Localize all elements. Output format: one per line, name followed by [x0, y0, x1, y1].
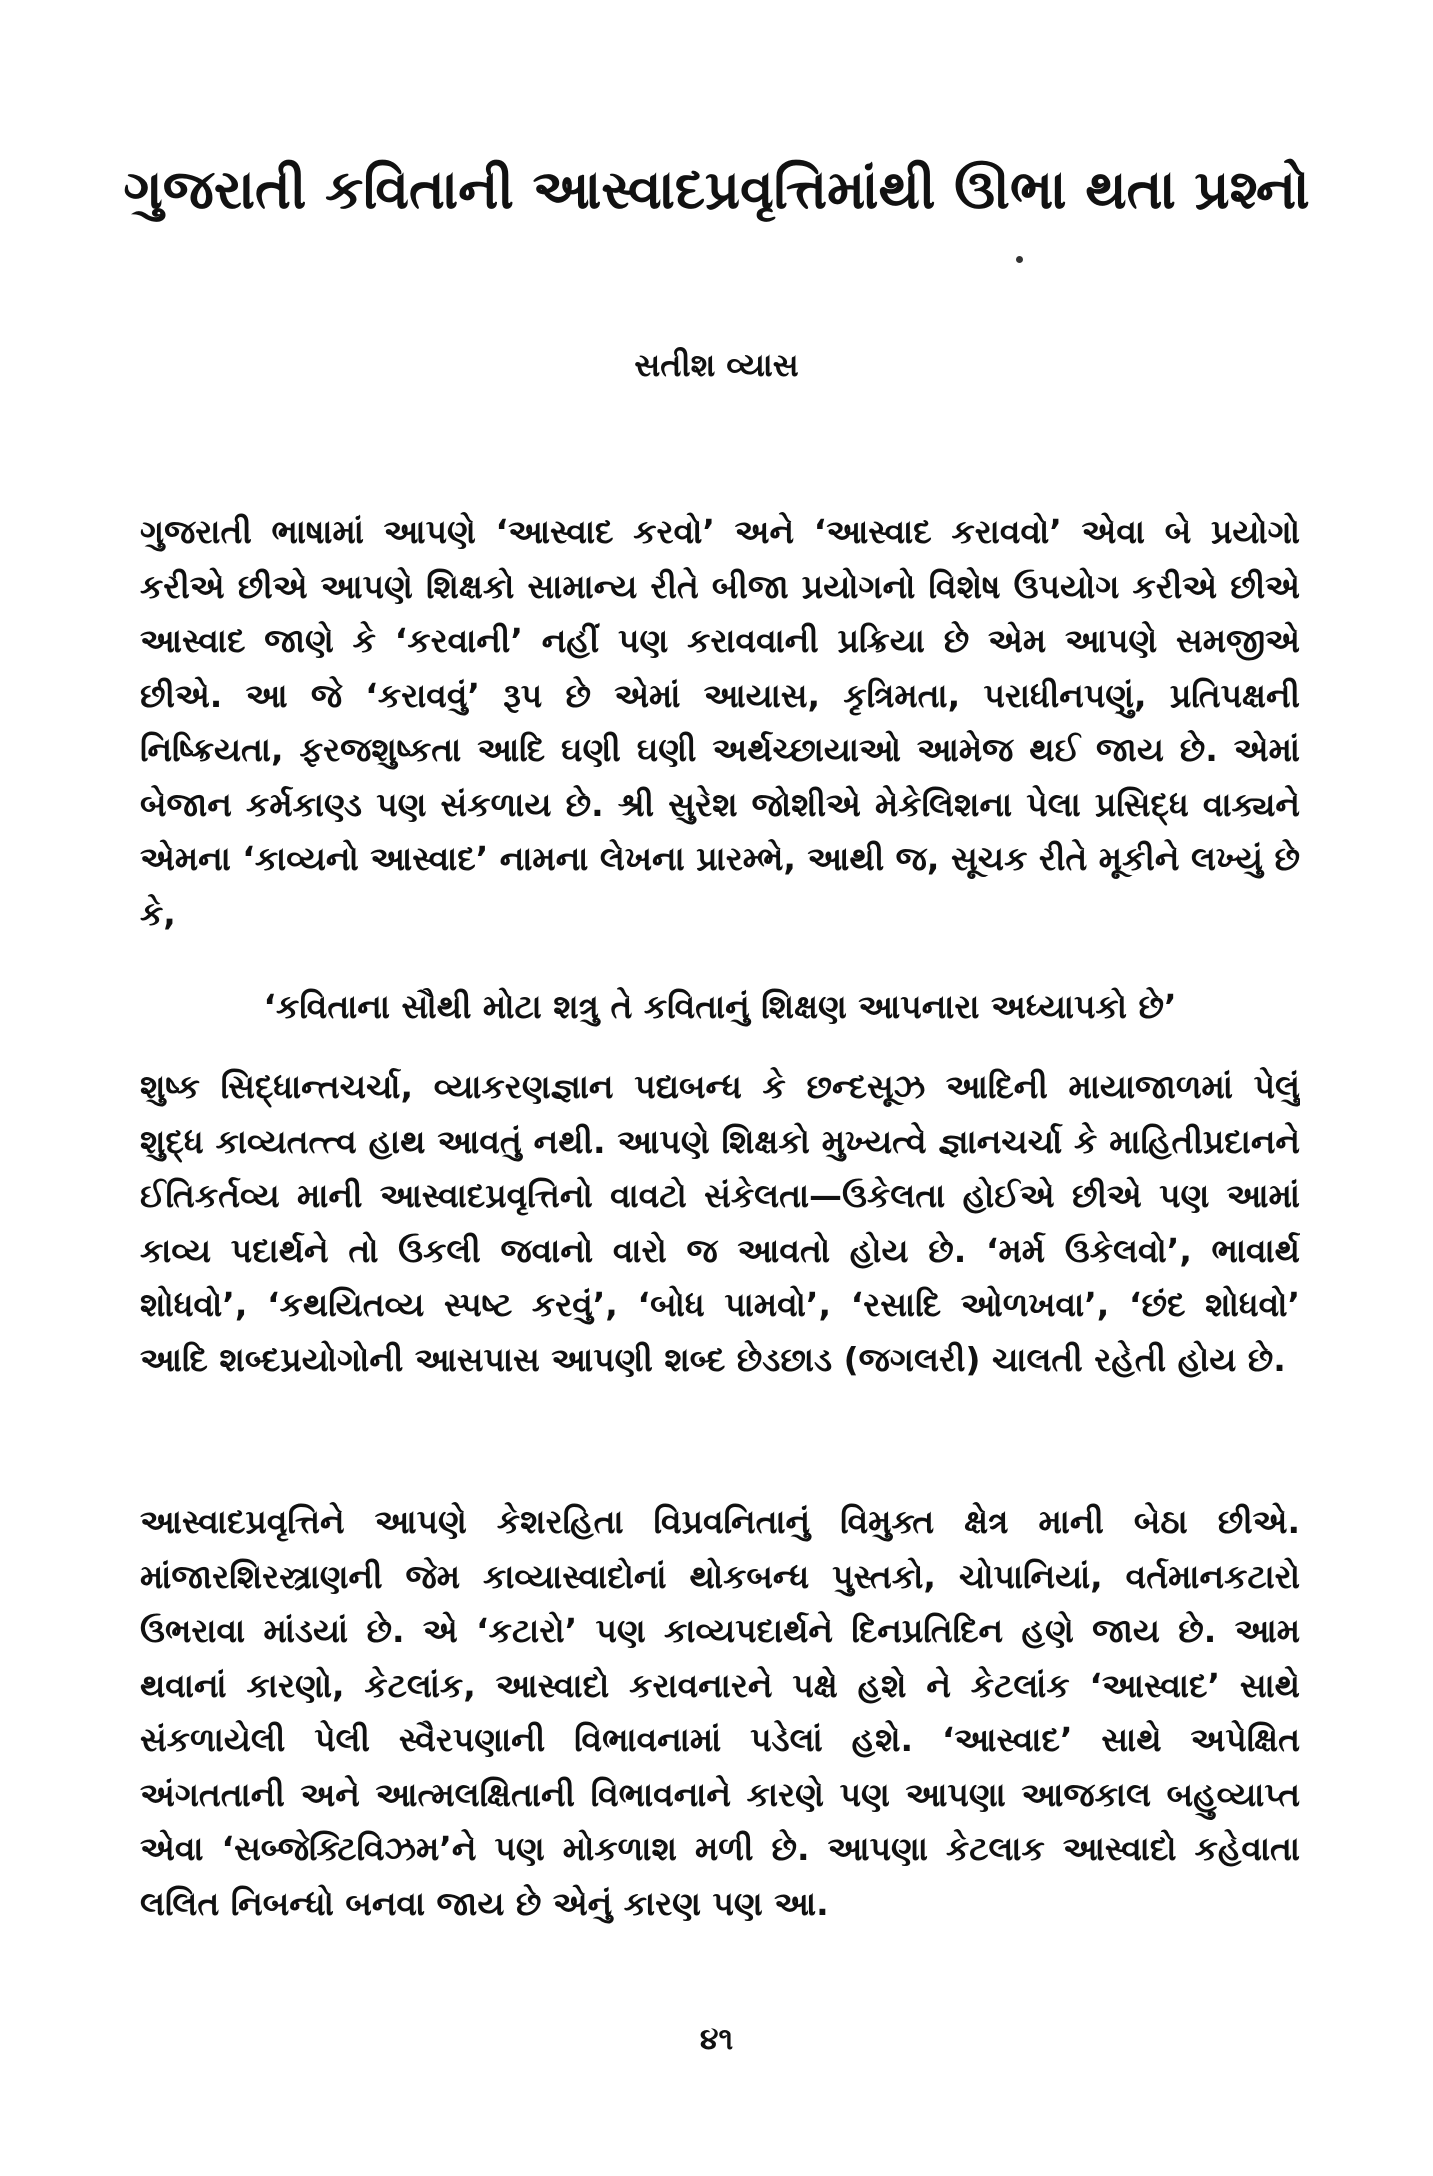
page-title: ગુજરાતી કવિતાની આસ્વાદપ્રવૃત્તિમાંથી ઊભા થતા પ્રશ્નો — [123, 158, 1310, 221]
quotation: ‘કવિતાના સૌથી મોટા શત્રુ તે કવિતાનું શિક્ષણ આપનારા અધ્યાપકો છે’ — [263, 987, 1177, 1026]
author-name: સતીશ વ્યાસ — [634, 346, 799, 384]
print-speck — [1016, 256, 1023, 263]
paragraph-2: શુષ્ક સિદ્ધાન્તચર્ચા, વ્યાકરણજ્ઞાન પદ્યબન્ધ કે છન્દસૂઝ આદિની માયાજાળમાં પેલું શુદ્ધ કાવ્યતત્ત્વ હાથ આવતું નથી. આપણે શિક્ષકો મુખ્યત્વે જ્ઞાનચર્ચા કે માહિતીપ્રદાનને ઈતિકર્તવ્ય માની આસ્વાદપ્રવૃત્તિનો વાવટો સંકેલતા—ઉકેલતા હોઈએ છીએ પણ આમાં કાવ્ય પદાર્થને તો ઉકલી જવાનો વારો જ આવતો હોય છે. ‘મર્મ ઉકેલવો’, ભાવાર્થ શોધવો’, ‘કથયિતવ્ય સ્પષ્ટ કરવું’, ‘બોધ પામવો’, ‘રસાદિ ઓળખવા’, ‘છંદ શોધવો’ આદિ શબ્દપ્રયોગોની આસપાસ આપણી શબ્દ છેડછાડ (જગલરી) ચાલતી રહેતી હોય છે. — [140, 1067, 1300, 1379]
page-number: ૪૧ — [699, 2022, 734, 2057]
paragraph-3: આસ્વાદપ્રવૃત્તિને આપણે કેશરહિતા વિપ્રવનિતાનું વિમુક્ત ક્ષેત્ર માની બેઠા છીએ. માંજારશિરસ્ત્રાણની જેમ કાવ્યાસ્વાદોનાં થોકબન્ધ પુસ્તકો, ચોપાનિયાં, વર્તમાનકટારો ઉભરાવા માંડયાં છે. એ ‘કટારો’ પણ કાવ્યપદાર્થને દિનપ્રતિદિન હણે જાય છે. આમ થવાનાં કારણો, કેટલાંક, આસ્વાદો કરાવનારને પક્ષે હશે ને કેટલાંક ‘આસ્વાદ’ સાથે સંકળાયેલી પેલી સ્વૈરપણાની વિભાવનામાં પડેલાં હશે. ‘આસ્વાદ’ સાથે અપેક્ષિત અંગતતાની અને આત્મલક્ષિતાની વિભાવનાને કારણે પણ આપણા આજકાલ બહુવ્યાપ્ત એવા ‘સબ્જેક્ટિવિઝમ’ને પણ મોકળાશ મળી છે. આપણા કેટલાક આસ્વાદો કહેવાતા લલિત નિબન્ધો બનવા જાય છે એનું કારણ પણ આ. — [140, 1502, 1300, 1923]
paragraph-1: ગુજરાતી ભાષામાં આપણે ‘આસ્વાદ કરવો’ અને ‘આસ્વાદ કરાવવો’ એવા બે પ્રયોગો કરીએ છીએ આપણે શિક્ષકો સામાન્ય રીતે બીજા પ્રયોગનો વિશેષ ઉપયોગ કરીએ છીએ આસ્વાદ જાણે કે ‘કરવાની’ નહીં પણ કરાવવાની પ્રક્રિયા છે એમ આપણે સમજીએ છીએ. આ જે ‘કરાવવું’ રૂપ છે એમાં આયાસ, કૃત્રિમતા, પરાધીનપણું, પ્રતિપક્ષની નિષ્ક્રિયતા, ફરજશુષ્કતા આદિ ઘણી ઘણી અર્થચ્છાયાઓ આમેજ થઈ જાય છે. એમાં બેજાન કર્મકાણ્ડ પણ સંકળાય છે. શ્રી સુરેશ જોશીએ મેકેલિશના પેલા પ્રસિદ્ધ વાક્યને એમના ‘કાવ્યનો આસ્વાદ’ નામના લેખના પ્રારમ્ભે, આથી જ, સૂચક રીતે મૂકીને લખ્યું છે કે, — [140, 512, 1300, 933]
